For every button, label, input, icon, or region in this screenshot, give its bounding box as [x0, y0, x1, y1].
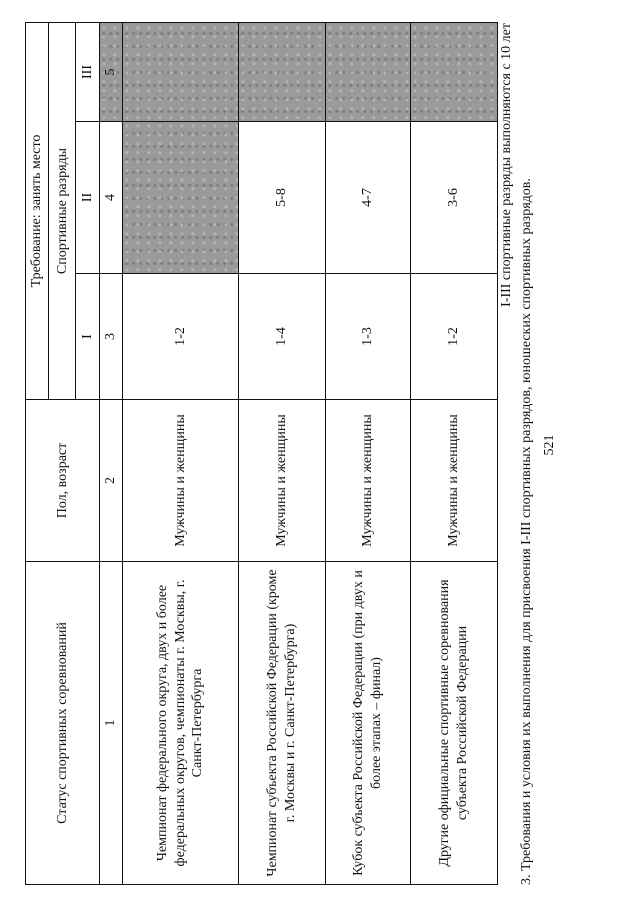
row-status: Другие официальные спортивные соревнования субъекта Российской Федерации: [410, 562, 497, 885]
header-rank-2: II: [76, 122, 99, 274]
col-number-2: 2: [99, 400, 122, 562]
row-gender: Мужчины и женщины: [325, 400, 410, 562]
column-number-row: [99, 23, 122, 885]
header-row-1: [26, 23, 49, 885]
row-rank-3: [410, 23, 497, 122]
row-rank-2: 4-7: [325, 122, 410, 274]
row-rank-2: 3-6: [410, 122, 497, 274]
row-rank-2: 5-8: [238, 122, 325, 274]
row-rank-1: 1-2: [410, 274, 497, 400]
row-rank-3: [122, 23, 238, 122]
table-row: [410, 23, 497, 885]
row-rank-1: 1-2: [122, 274, 238, 400]
row-rank-1: 1-3: [325, 274, 410, 400]
row-rank-2: [122, 122, 238, 274]
page-number: 521: [542, 434, 557, 456]
col-number-5: 5: [99, 23, 122, 122]
section-subheading: I-III спортивные разряды выполняются с 10 лет: [499, 23, 514, 307]
row-rank-1: 1-4: [238, 274, 325, 400]
col-number-1: 1: [99, 562, 122, 885]
header-rank-1: I: [76, 274, 99, 400]
col-number-4: 4: [99, 122, 122, 274]
header-rank-3: III: [76, 23, 99, 122]
requirements-table-container: [25, 23, 498, 885]
header-requirement: Требование: занять место: [26, 23, 49, 400]
row-gender: Мужчины и женщины: [122, 400, 238, 562]
table-row: [325, 23, 410, 885]
section-heading: 3. Требования и условия их выполнения для присвоения I-III спортивных разрядов, юношеских спортивных разрядов.: [519, 178, 534, 885]
header-ranks: Спортивные разряды: [49, 23, 76, 400]
table-row: [122, 23, 238, 885]
requirements-table: [25, 22, 498, 885]
header-gender: Пол, возраст: [26, 400, 100, 562]
row-status: Чемпионат федерального округа, двух и более федеральных округов, чемпионаты г. Москвы, г. Санкт-Петербурга: [122, 562, 238, 885]
row-rank-3: [325, 23, 410, 122]
header-status: Статус спортивных соревнований: [26, 562, 100, 885]
table-row: [238, 23, 325, 885]
row-status: Кубок субъекта Российской Федерации (при двух и более этапах – финал): [325, 562, 410, 885]
row-gender: Мужчины и женщины: [410, 400, 497, 562]
row-rank-3: [238, 23, 325, 122]
row-gender: Мужчины и женщины: [238, 400, 325, 562]
row-status: Чемпионат субъекта Российской Федерации (кроме г. Москвы и г. Санкт-Петербурга): [238, 562, 325, 885]
col-number-3: 3: [99, 274, 122, 400]
